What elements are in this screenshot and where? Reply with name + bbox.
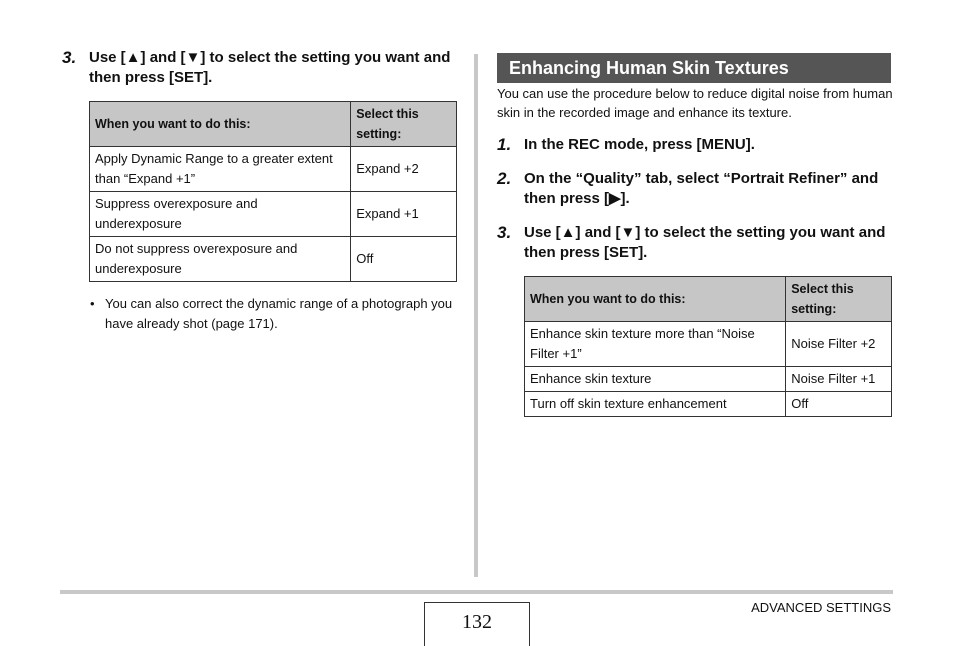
table-header-cell: When you want to do this: [90,102,351,147]
table-cell: Off [786,392,892,417]
table-cell: Enhance skin texture [525,367,786,392]
table-header-cell: When you want to do this: [525,277,786,322]
step-text: Use [▲] and [▼] to select the setting you want and then press [SET]. [89,49,451,86]
skin-texture-table [524,276,892,417]
table-row [525,322,892,367]
step-text: In the REC mode, press [MENU]. [524,136,755,153]
step-1 [497,135,893,155]
table-cell: Enhance skin texture more than “Noise Filter +1” [525,322,786,367]
table-header-row [525,277,892,322]
table-cell: Suppress overexposure and underexposure [90,192,351,237]
intro-text: You can use the procedure below to reduce digital noise from human skin in the recorded image and enhance its texture. [497,86,893,120]
table-cell: Noise Filter +1 [786,367,892,392]
table-header-row [90,102,457,147]
step-2 [497,169,893,209]
table-row [90,192,457,237]
column-divider [474,54,478,577]
table-header-cell: Select this setting: [351,102,457,147]
left-column [62,48,458,334]
table-cell: Expand +1 [351,192,457,237]
note-text: You can also correct the dynamic range of a photograph you have already shot (page 171). [105,296,453,331]
step-text: Use [▲] and [▼] to select the setting you want and then press [SET]. [524,224,886,261]
section-label: ADVANCED SETTINGS [751,600,891,615]
table-cell: Expand +2 [351,147,457,192]
section-title: Enhancing Human Skin Textures [497,53,891,83]
table-row [90,147,457,192]
table-row [525,392,892,417]
table-row [90,237,457,282]
table-cell: Noise Filter +2 [786,322,892,367]
step-3 [497,223,893,263]
step-text: On the “Quality” tab, select “Portrait Refiner” and then press [▶]. [524,170,879,207]
bullet-icon: • [90,296,95,311]
step-3-left [62,48,458,88]
table-row [525,367,892,392]
step-number: 3. [62,48,77,67]
table-header-cell: Select this setting: [786,277,892,322]
table-cell: Do not suppress overexposure and underexposure [90,237,351,282]
dynamic-range-table [89,101,457,282]
table-cell: Apply Dynamic Range to a greater extent than “Expand +1” [90,147,351,192]
table-cell: Turn off skin texture enhancement [525,392,786,417]
step-number: 1. [497,135,512,154]
right-column [497,53,893,417]
note [62,294,458,334]
table-cell: Off [351,237,457,282]
page-number: 132 [424,602,530,646]
footer-divider [60,590,893,594]
step-number: 2. [497,169,512,188]
step-number: 3. [497,223,512,242]
